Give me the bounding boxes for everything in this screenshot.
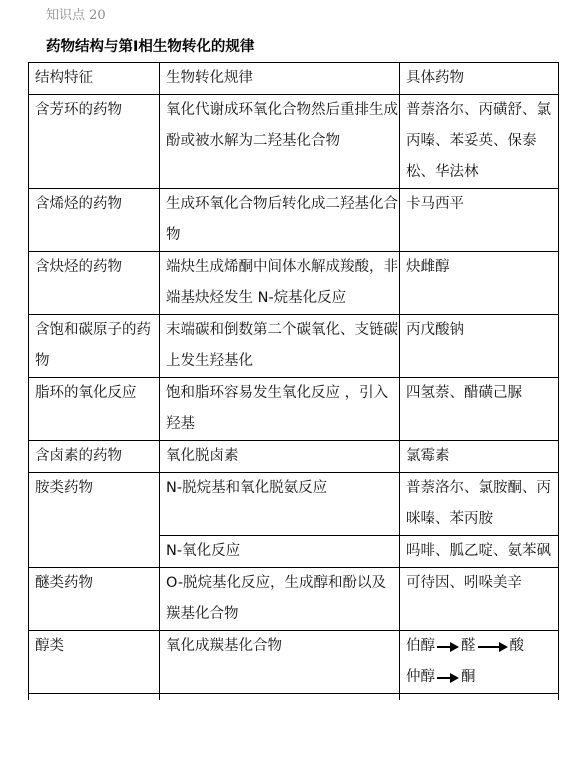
cell-feature: 胺类药物 (29, 473, 160, 568)
table-continuation (29, 694, 559, 701)
arrow-right-icon (437, 642, 459, 652)
table-row (29, 252, 559, 315)
table-row (29, 315, 559, 378)
cell-rule: 生成环氧化合物后转化成二羟基化合物 (160, 189, 400, 252)
biotransformation-table (28, 62, 559, 700)
continuation-cell (400, 694, 559, 701)
column-header-drugs: 具体药物 (400, 63, 559, 95)
chain-term: 醛 (461, 638, 476, 654)
table-row (29, 95, 559, 189)
cell-rule: N-脱烷基和氧化脱氨反应 (160, 473, 400, 536)
cell-drugs: 炔雌醇 (400, 252, 559, 315)
chain-term: 伯醇 (406, 638, 435, 654)
column-header-rule: 生物转化规律 (160, 63, 400, 95)
cell-rule: 氧化脱卤素 (160, 441, 400, 473)
table-row (29, 568, 559, 631)
section-title: 药物结构与第Ⅰ相生物转化的规律 (46, 39, 255, 55)
continuation-cell (160, 694, 400, 701)
arrow-right-icon (437, 673, 459, 683)
cell-drugs: 四氢萘、醋磺己脲 (400, 378, 559, 441)
cell-rule: 末端碳和倒数第二个碳氧化、支链碳上发生羟基化 (160, 315, 400, 378)
cell-drugs: 氯霉素 (400, 441, 559, 473)
cell-feature: 脂环的氧化反应 (29, 378, 160, 441)
primary-alcohol-chain (406, 631, 558, 662)
chain-term: 酮 (461, 669, 476, 685)
cell-feature: 含芳环的药物 (29, 95, 160, 189)
cell-feature: 含饱和碳原子的药物 (29, 315, 160, 378)
arrow-right-icon (478, 642, 508, 652)
cell-drugs: 普萘洛尔、丙磺舒、氯丙嗪、苯妥英、保泰松、华法林 (400, 95, 559, 189)
cell-rule: N-氧化反应 (160, 536, 400, 568)
chain-term: 仲醇 (406, 669, 435, 685)
cell-rule: 端炔生成烯酮中间体水解成羧酸，非端基炔烃发生 N-烷基化反应 (160, 252, 400, 315)
cell-rule: 氧化代谢成环氧化合物然后重排生成酚或被水解为二羟基化合物 (160, 95, 400, 189)
cell-feature: 醚类药物 (29, 568, 160, 631)
cell-drugs-alcohol (400, 631, 559, 694)
cell-drugs: 卡马西平 (400, 189, 559, 252)
table-row (29, 473, 559, 536)
table-row (29, 378, 559, 441)
chain-term: 酸 (509, 638, 524, 654)
knowledge-point-label: 知识点 20 (46, 8, 106, 23)
cell-rule: O-脱烷基化反应，生成醇和酚以及羰基化合物 (160, 568, 400, 631)
cell-drugs: 普萘洛尔、氯胺酮、丙咪嗪、苯丙胺 (400, 473, 559, 536)
cell-feature: 含卤素的药物 (29, 441, 160, 473)
cell-feature: 醇类 (29, 631, 160, 694)
cell-drugs: 可待因、吲哚美辛 (400, 568, 559, 631)
secondary-alcohol-chain (406, 662, 558, 693)
cell-drugs: 吗啡、胍乙啶、氨苯砜 (400, 536, 559, 568)
table-row (29, 441, 559, 473)
cell-drugs: 丙戊酸钠 (400, 315, 559, 378)
table-header-row (29, 63, 559, 95)
table-row (29, 631, 559, 694)
continuation-cell (29, 694, 160, 701)
cell-feature: 含烯烃的药物 (29, 189, 160, 252)
cell-rule: 饱和脂环容易发生氧化反应 ，引入羟基 (160, 378, 400, 441)
table-row (29, 189, 559, 252)
column-header-feature: 结构特征 (29, 63, 160, 95)
cell-rule: 氧化成羰基化合物 (160, 631, 400, 694)
cell-feature: 含炔烃的药物 (29, 252, 160, 315)
